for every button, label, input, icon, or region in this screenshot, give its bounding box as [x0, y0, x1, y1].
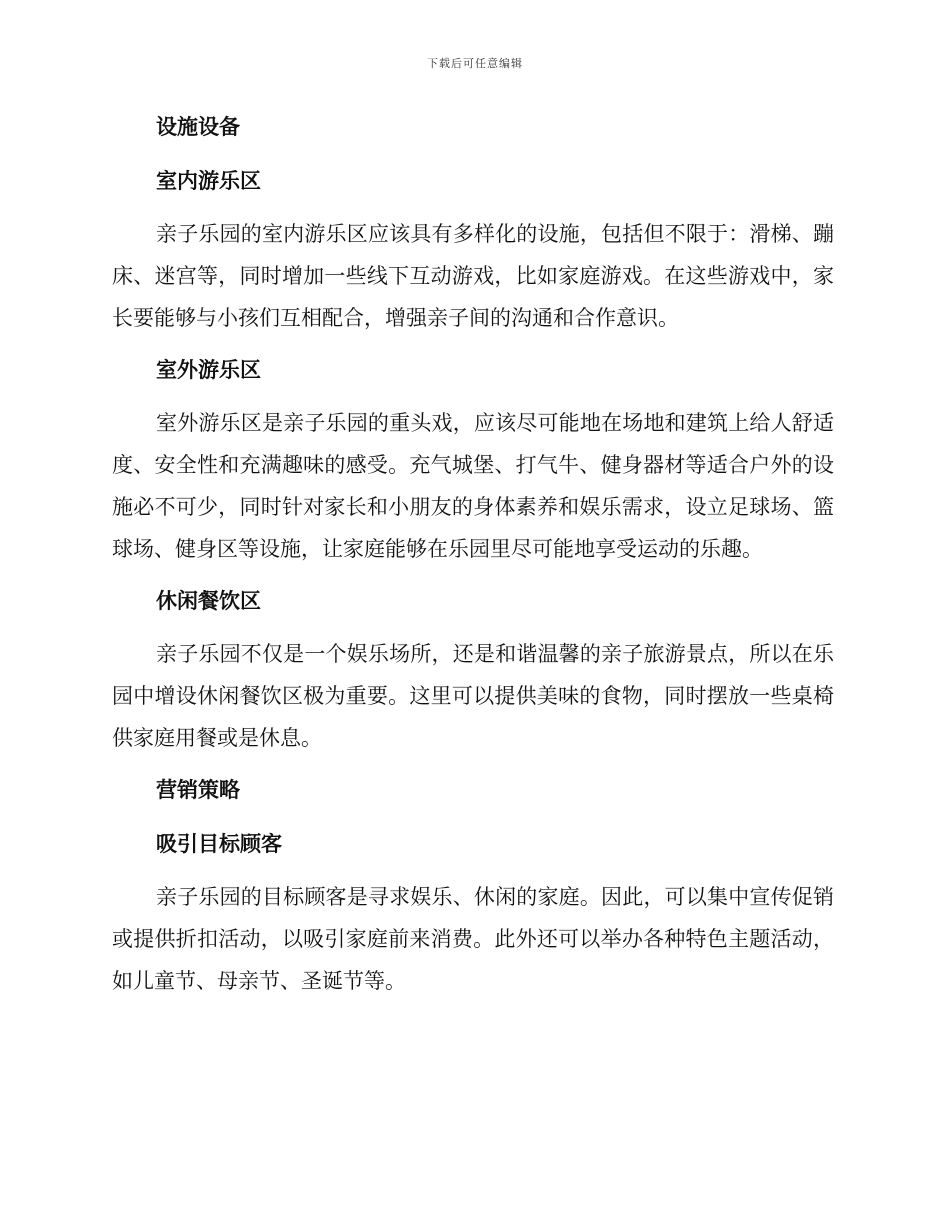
- subsection-heading-outdoor: 室外游乐区: [156, 358, 261, 382]
- subsection-heading-attract: 吸引目标顾客: [156, 832, 282, 856]
- paragraph-indoor: 亲子乐园的室内游乐区应该具有多样化的设施，包括但不限于：滑梯、蹦床、迷宫等，同时增加一些线下互动游戏，比如家庭游戏。在这些游戏中，家长要能够与小孩们互相配合，增强亲子间的沟通和合作意识。: [112, 222, 834, 330]
- section-heading-facilities: 设施设备: [156, 115, 240, 139]
- paragraph-dining: 亲子乐园不仅是一个娱乐场所，还是和谐温馨的亲子旅游景点，所以在乐园中增设休闲餐饮区极为重要。这里可以提供美味的食物，同时摆放一些桌椅供家庭用餐或是休息。: [112, 642, 834, 750]
- paragraph-attract: 亲子乐园的目标顾客是寻求娱乐、休闲的家庭。因此，可以集中宣传促销或提供折扣活动，以吸引家庭前来消费。此外还可以举办各种特色主题活动，如儿童节、母亲节、圣诞节等。: [112, 885, 834, 993]
- page-header-note: 下载后可任意编辑: [427, 57, 523, 70]
- paragraph-outdoor: 室外游乐区是亲子乐园的重头戏，应该尽可能地在场地和建筑上给人舒适度、安全性和充满趣味的感受。充气城堡、打气牛、健身器材等适合户外的设施必不可少，同时针对家长和小朋友的身体素养和娱乐需求，设立足球场、篮球场、健身区等设施，让家庭能够在乐园里尽可能地享受运动的乐趣。: [112, 411, 834, 561]
- subsection-heading-dining: 休闲餐饮区: [156, 589, 261, 613]
- subsection-heading-indoor: 室内游乐区: [156, 169, 261, 193]
- section-heading-marketing: 营销策略: [156, 778, 240, 802]
- document-body: [112, 108, 834, 1002]
